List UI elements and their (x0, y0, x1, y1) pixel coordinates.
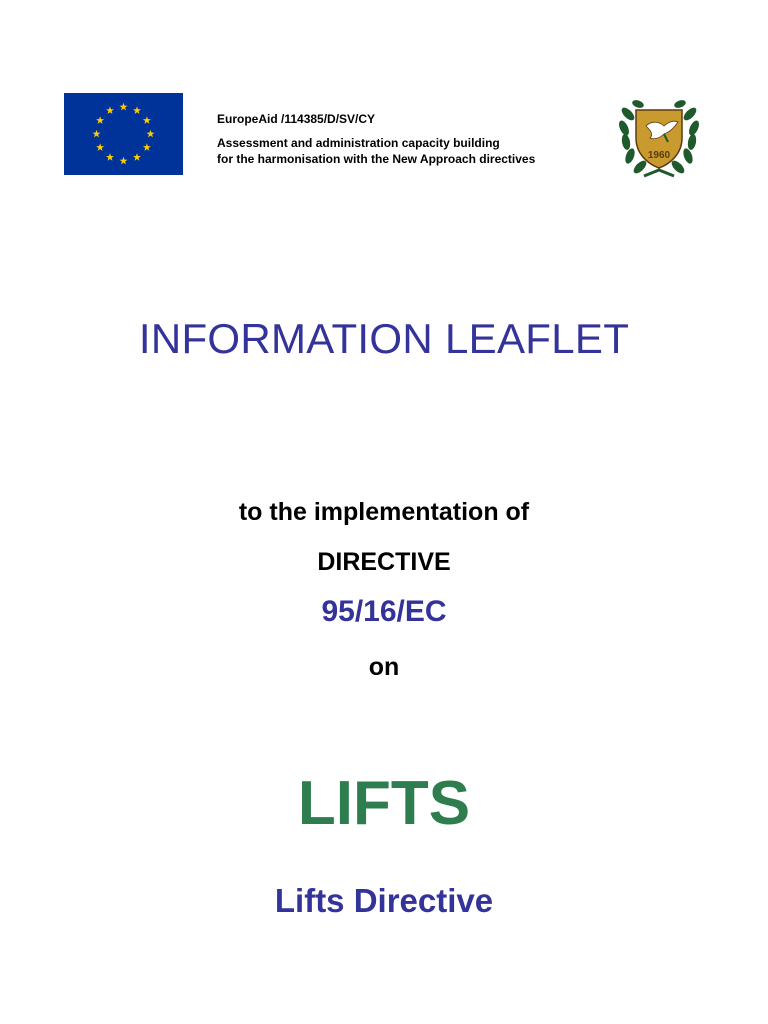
on-text: on (368, 653, 400, 681)
svg-text:1960: 1960 (647, 150, 671, 161)
directive-label: DIRECTIVE (317, 548, 451, 576)
eu-flag-icon (64, 93, 183, 175)
subject-heading: LIFTS (297, 769, 471, 838)
leaflet-title: INFORMATION LEAFLET (138, 315, 630, 362)
project-title-line1: Assessment and administration capacity building (217, 136, 500, 150)
directive-number: 95/16/EC (321, 595, 447, 628)
cyprus-coat-of-arms-icon (614, 92, 704, 182)
header-block (217, 111, 535, 167)
subject-subtitle: Lifts Directive (274, 882, 494, 919)
project-reference: EuropeAid /114385/D/SV/CY (217, 112, 376, 126)
project-title-line2: for the harmonisation with the New Approach directives (217, 152, 536, 166)
implementation-text: to the implementation of (238, 498, 530, 526)
